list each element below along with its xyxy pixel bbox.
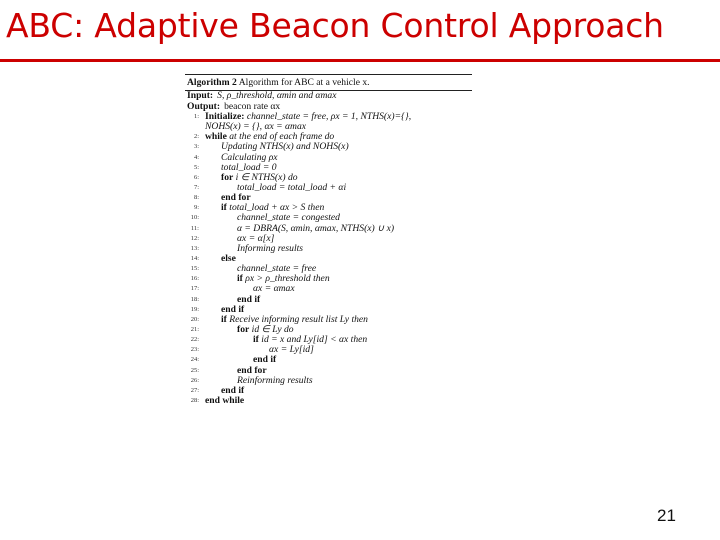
- line-text: at the end of each frame do: [226, 131, 335, 143]
- line-number: 13:: [190, 244, 199, 252]
- line-content: [205, 396, 244, 406]
- line-number: 14:: [190, 254, 199, 262]
- line-text: αx = α[x]: [237, 232, 275, 244]
- line-number: 19:: [190, 305, 199, 313]
- slide-title: ABC: Adaptive Beacon Control Approach: [6, 6, 664, 45]
- input-label: Input:: [187, 90, 214, 101]
- algorithm-line: [185, 366, 472, 376]
- line-text: α = DBRA(S, αmin, αmax, NTHS(x) ∪ x): [237, 222, 395, 234]
- line-number: 24:: [190, 356, 199, 364]
- line-number: 17:: [190, 285, 199, 293]
- line-keyword: end if: [221, 384, 245, 396]
- line-keyword: Initialize:: [205, 111, 245, 122]
- algorithm-line: [185, 274, 472, 284]
- line-keyword: end while: [205, 394, 245, 406]
- line-text: total_load + αx > S then: [226, 202, 325, 214]
- line-text: id ∈ Ly do: [249, 323, 294, 335]
- line-keyword: end for: [221, 192, 251, 204]
- line-number: 1:: [193, 113, 199, 120]
- line-text: channel_state = free: [237, 263, 317, 275]
- line-number: 26:: [190, 376, 199, 384]
- line-keyword: end if: [221, 303, 245, 315]
- line-number: 27:: [190, 386, 199, 394]
- title-divider: [0, 59, 720, 62]
- line-number: 25:: [190, 366, 199, 374]
- line-text: ρx > ρ_threshold then: [242, 273, 330, 285]
- line-keyword: end for: [237, 364, 267, 376]
- algorithm-line: [185, 355, 472, 365]
- line-text: channel_state = congested: [237, 212, 340, 224]
- algorithm-label: Algorithm 2: [187, 77, 237, 88]
- line-content: [237, 376, 313, 386]
- line-keyword: end if: [237, 293, 261, 305]
- line-text: channel_state = free, ρx = 1, NTHS(x)={},: [244, 111, 412, 122]
- line-text: Updating NTHS(x) and NOHS(x): [221, 141, 349, 153]
- algorithm-lines: [185, 112, 472, 406]
- line-number: 28:: [190, 396, 199, 404]
- line-keyword: else: [221, 252, 236, 264]
- line-content: [237, 183, 346, 193]
- line-keyword: while: [205, 131, 227, 143]
- line-number: 5:: [193, 163, 199, 171]
- input-text: S, ρ_threshold, αmin and αmax: [217, 90, 337, 101]
- line-text: total_load = total_load + αi: [237, 181, 347, 193]
- algorithm-line: [185, 315, 472, 325]
- line-number: 23:: [190, 346, 199, 354]
- line-text: Receive informing result list Ly then: [226, 313, 368, 325]
- line-text: NOHS(x) = {}, αx = αmax: [205, 121, 307, 133]
- algorithm-line: [185, 396, 472, 406]
- line-number: 11:: [190, 224, 199, 232]
- line-text: Reinforming results: [237, 374, 313, 386]
- line-text: i ∈ NTHS(x) do: [233, 171, 298, 183]
- line-number: 21:: [190, 325, 199, 333]
- algorithm-line: [185, 254, 472, 264]
- line-number: 10:: [190, 214, 199, 222]
- algorithm-box: [185, 74, 472, 406]
- algorithm-line: [185, 284, 472, 294]
- line-text: αx = αmax: [253, 283, 295, 295]
- line-content: [221, 254, 236, 264]
- line-keyword: if: [237, 273, 243, 285]
- line-keyword: if: [221, 313, 227, 325]
- line-keyword: for: [221, 171, 234, 183]
- algorithm-line: [185, 345, 472, 355]
- line-number: 3:: [193, 143, 199, 151]
- page-number: 21: [657, 506, 676, 525]
- line-number: 16:: [190, 275, 199, 283]
- line-content: [237, 244, 303, 254]
- algorithm-caption: Algorithm for ABC at a vehicle x.: [238, 77, 370, 88]
- line-number: 20:: [190, 315, 199, 323]
- algorithm-line: [185, 335, 472, 345]
- output-label: Output:: [187, 100, 221, 112]
- line-keyword: end if: [253, 354, 277, 366]
- line-text: total_load = 0: [221, 161, 277, 173]
- line-number: 8:: [193, 194, 199, 202]
- output-text: beacon rate αx: [224, 100, 281, 112]
- line-number: 12:: [190, 234, 199, 242]
- line-text: αx = Ly[id]: [269, 344, 314, 356]
- line-number: 18:: [190, 295, 199, 303]
- line-keyword: if: [221, 202, 227, 214]
- algorithm-line: [185, 224, 472, 234]
- line-text: id = x and Ly[id] < αx then: [258, 334, 368, 346]
- line-number: 4:: [193, 153, 199, 161]
- algorithm-line: [185, 234, 472, 244]
- line-number: 22:: [190, 336, 199, 344]
- line-text: Calculating ρx: [221, 151, 278, 163]
- line-number: 7:: [193, 183, 199, 191]
- line-keyword: if: [253, 334, 259, 346]
- algorithm-header: [185, 75, 472, 90]
- line-text: Informing results: [237, 242, 304, 254]
- line-number: 2:: [193, 133, 199, 141]
- line-number: 6:: [193, 173, 199, 181]
- line-number: 9:: [193, 204, 199, 212]
- line-number: 15:: [190, 265, 199, 273]
- line-keyword: for: [237, 323, 250, 335]
